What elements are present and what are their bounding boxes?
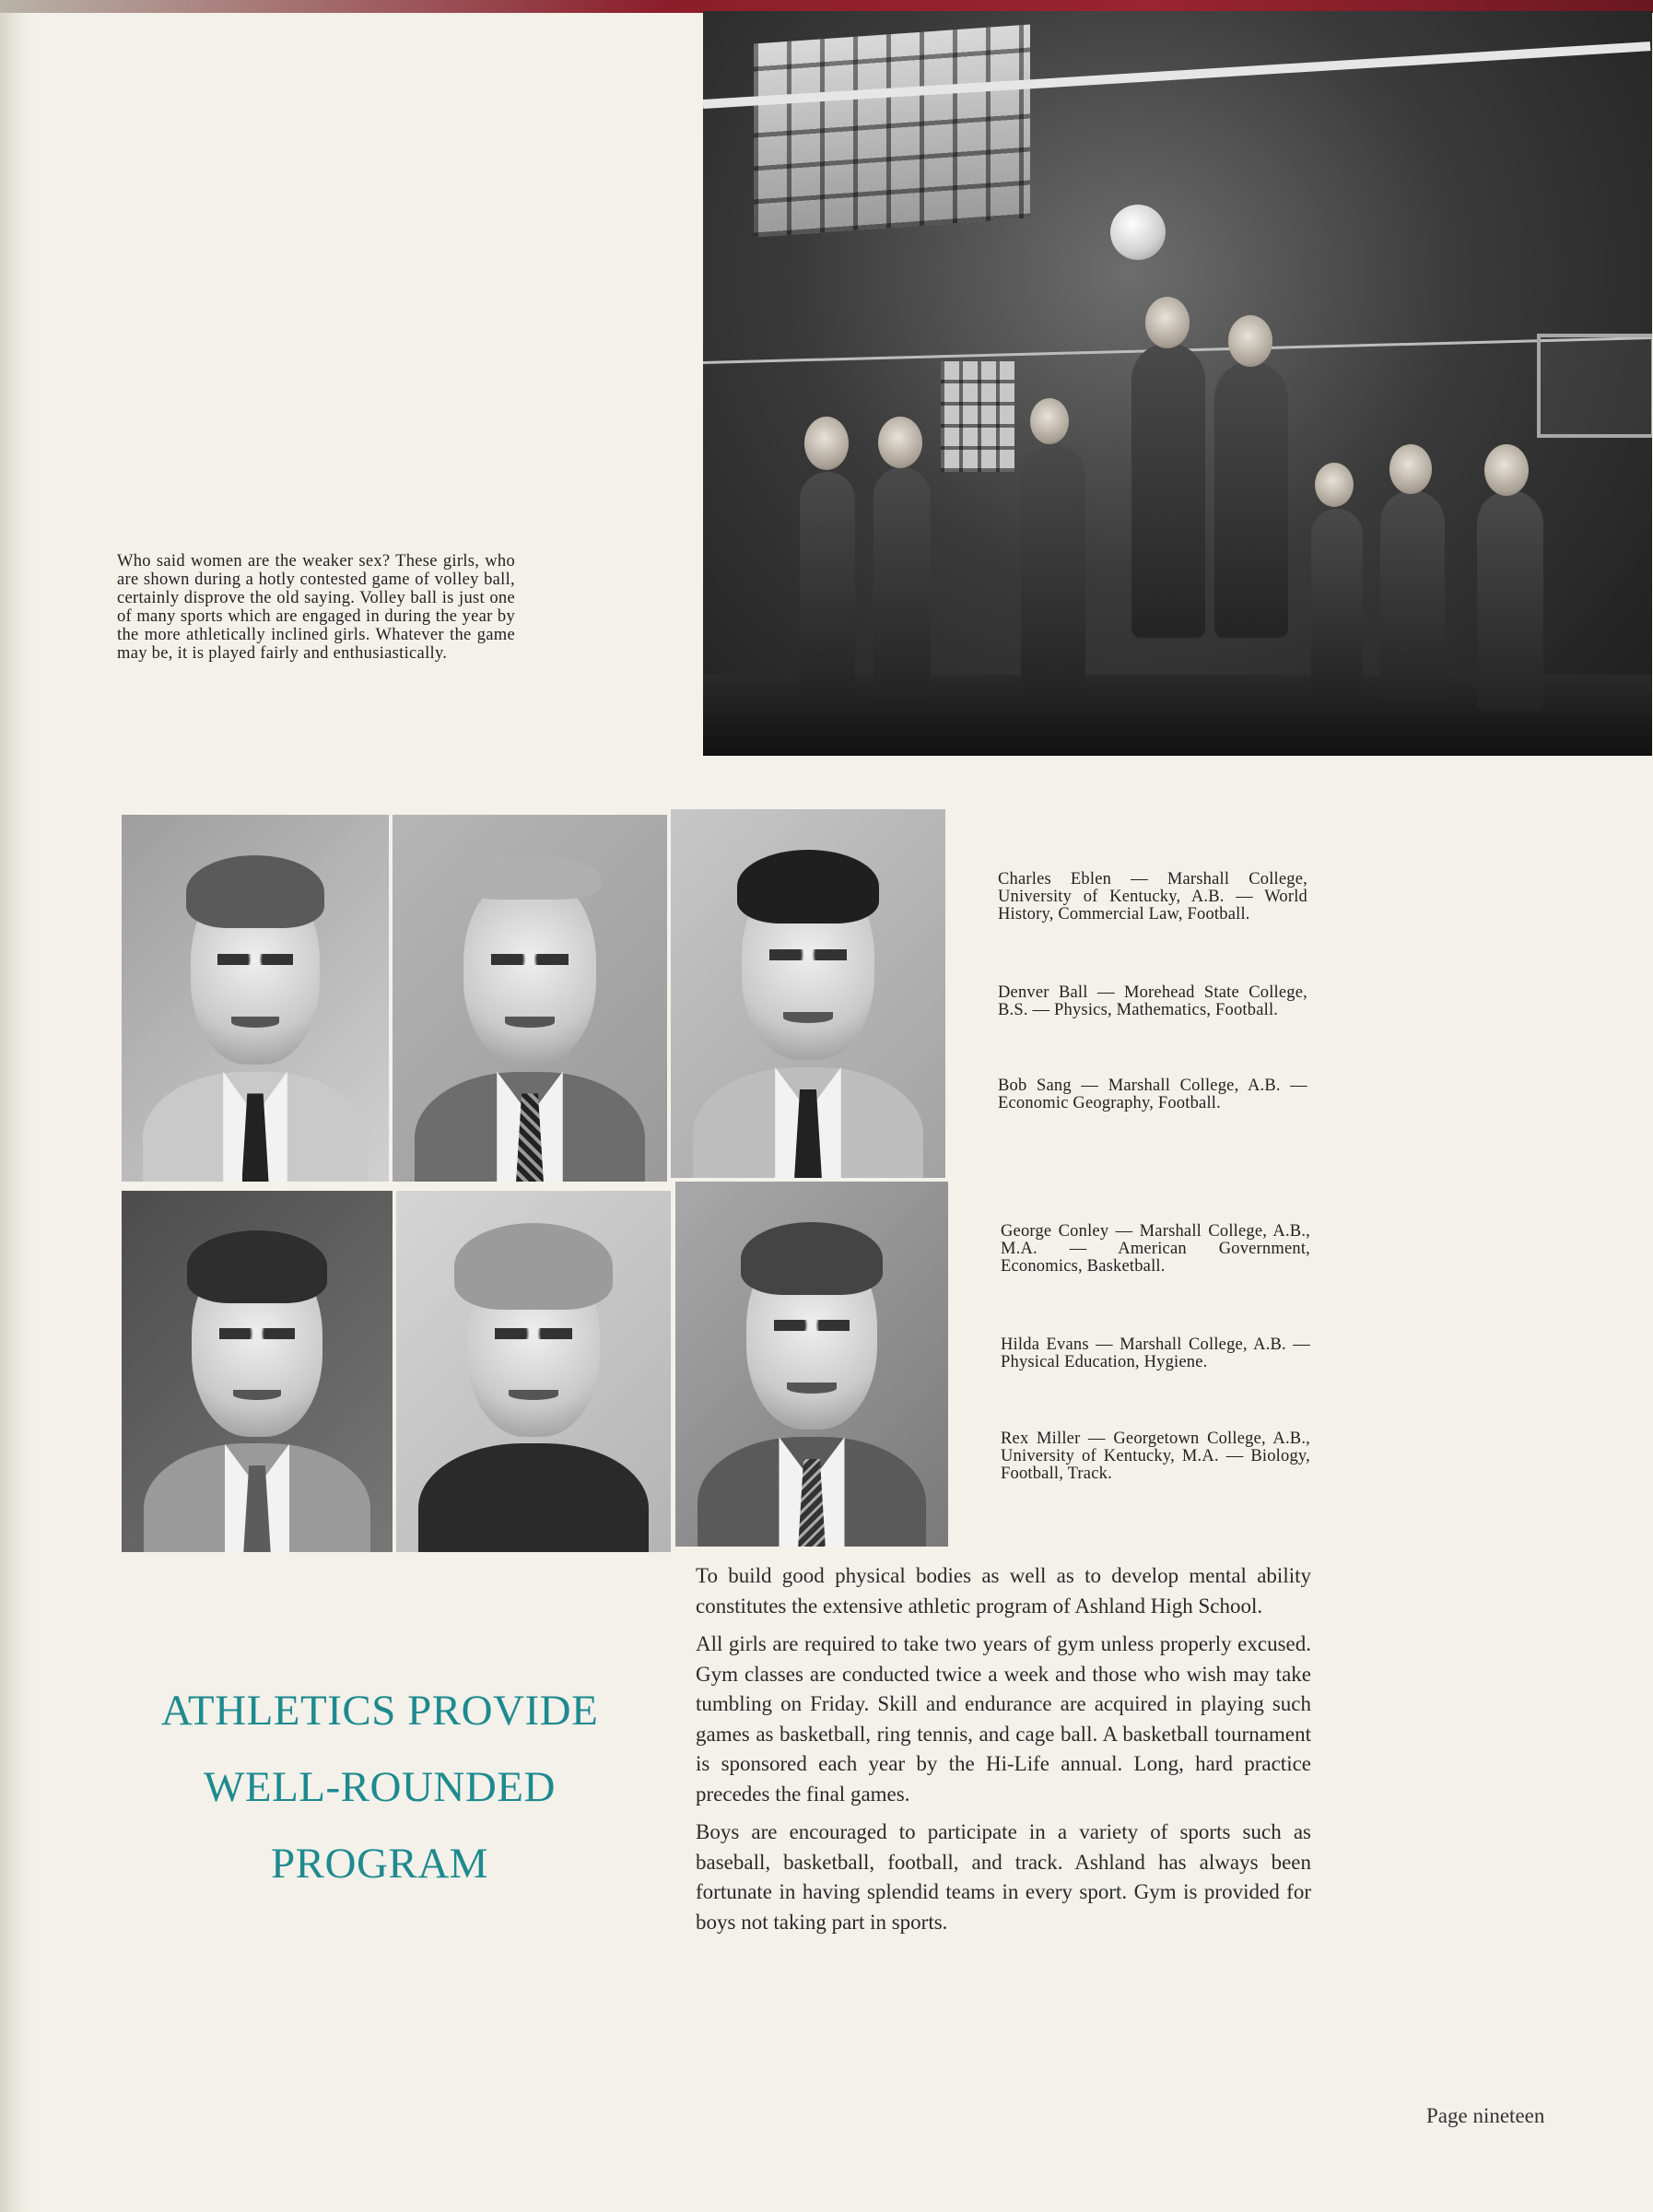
player-head	[1389, 444, 1432, 494]
player-figure	[1380, 490, 1445, 702]
player-head	[1228, 315, 1272, 367]
bio-denver-ball: Denver Ball — Morehead State College, B.S. — Physics, Mathematics, Football.	[998, 983, 1307, 1019]
player-figure	[1311, 509, 1363, 693]
bio-rex-miller: Rex Miller — Georgetown College, A.B., University of Kentucky, M.A. — Biology, Football, Track.	[1001, 1430, 1310, 1483]
bio-bob-sang: Bob Sang — Marshall College, A.B. — Economic Geography, Football.	[998, 1077, 1307, 1112]
headline-line: PROGRAM	[271, 1840, 488, 1888]
player-head	[1030, 398, 1069, 444]
player-head	[1145, 297, 1190, 348]
bio-charles-eblen: Charles Eblen — Marshall College, University of Kentucky, A.B. — World History, Commercial Law, Football.	[998, 870, 1307, 924]
article-paragraph: Boys are encouraged to participate in a variety of sports such as baseball, basketball, football, and track. Ashland has always been fortunate in having splendid teams in every sport. Gym is provided for boys not taking part in sports.	[696, 1820, 1311, 1934]
volleyball	[1110, 205, 1166, 260]
page-number: Page nineteen	[1426, 2104, 1545, 2127]
portrait-rex-miller	[675, 1182, 948, 1547]
bio-george-conley: George Conley — Marshall College, A.B., M.A. — American Government, Economics, Basketball.	[1001, 1222, 1310, 1276]
player-figure	[800, 472, 855, 693]
page-edge-shadow	[0, 0, 37, 2212]
portrait-george-conley	[122, 1191, 393, 1552]
article-headline	[122, 1673, 638, 1902]
portrait-charles-eblen	[122, 815, 389, 1182]
player-figure	[873, 467, 931, 698]
player-head	[878, 417, 922, 468]
basketball-backboard	[1537, 334, 1652, 438]
player-figure	[1021, 444, 1085, 693]
gym-window-large	[754, 25, 1030, 238]
headline-line: ATHLETICS PROVIDE	[160, 1687, 599, 1735]
article-paragraph: To build good physical bodies as well as to develop mental ability constitutes the extensive athletic program of Ashland High School.	[696, 1564, 1311, 1618]
headline-line: WELL-ROUNDED	[204, 1763, 556, 1811]
volleyball-caption: Who said women are the weaker sex? These girls, who are shown during a hotly contested game of volley ball, certainly disprove the old saying. Volley ball is just one of many sports which are engaged in during the year by the more athletically inclined girls. Whatever the game may be, it is played fairly and enthusiastically.	[117, 552, 515, 663]
bio-hilda-evans: Hilda Evans — Marshall College, A.B. — Physical Education, Hygiene.	[1001, 1335, 1310, 1371]
player-figure-jumping	[1131, 343, 1205, 638]
portrait-denver-ball	[393, 815, 667, 1182]
volleyball-photo	[703, 11, 1652, 756]
article-body	[696, 1561, 1311, 1946]
player-head	[804, 417, 849, 470]
player-head	[1484, 444, 1529, 496]
gym-window-small	[941, 361, 1014, 472]
player-figure-jumping	[1214, 361, 1288, 638]
portrait-bob-sang	[671, 809, 945, 1178]
article-paragraph: All girls are required to take two years of gym unless properly excused. Gym classes are conducted twice a week and those who wish may take tumbling on Friday. Skill and endurance are acquired in playing such games as basketball, ring tennis, and cage ball. A basketball tournament is sponsored each year by the Hi-Life annual. Long, hard practice precedes the final games.	[696, 1632, 1311, 1806]
player-head	[1315, 463, 1354, 507]
portrait-hilda-evans	[396, 1191, 671, 1552]
player-figure	[1477, 490, 1543, 712]
